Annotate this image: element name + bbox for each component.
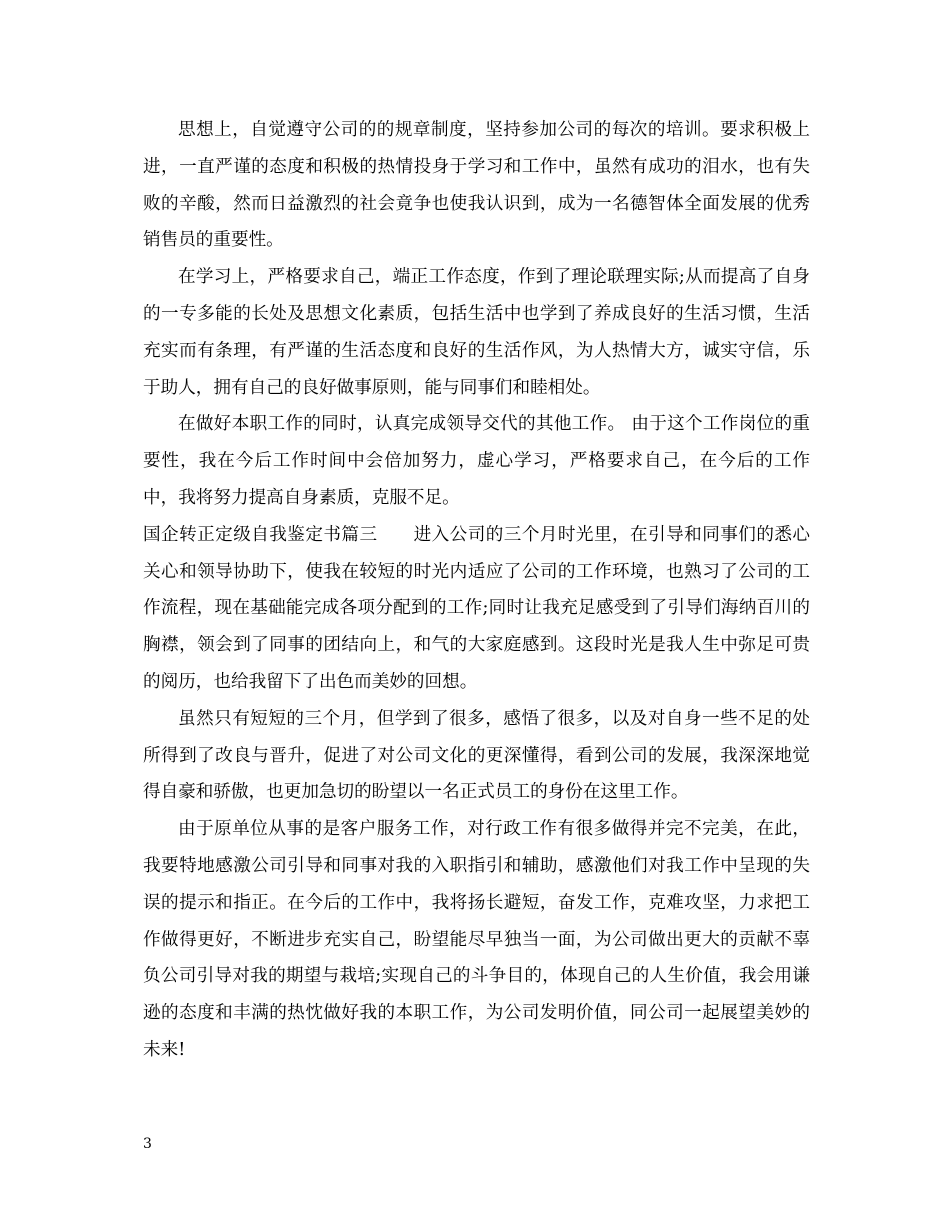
- paragraph-study: 在学习上，严格要求自己，端正工作态度，作到了理论联理实际;从而提高了自身的一专多能的长处及思想文化素质，包括生活中也学到了养成良好的生活习惯，生活充实而有条理，有严谨的生活态度和良好的生活作风，为人热情大方，诚实守信，乐于助人，拥有自己的良好做事原则，能与同事们和睦相处。: [143, 267, 810, 398]
- paragraph-ideology: 思想上，自觉遵守公司的的规章制度，坚持参加公司的每次的培训。要求积极上进，一直严谨的态度和积极的热情投身于学习和工作中，虽然有成功的泪水，也有失败的辛酸，然而日益激烈的社会竟争也使我认识到，成为一名德智体全面发展的优秀销售员的重要性。: [143, 120, 810, 251]
- paragraph-three-months: 虽然只有短短的三个月，但学到了很多，感悟了很多，以及对自身一些不足的处所得到了改良与晋升，促进了对公司文化的更深懂得，看到公司的发展，我深深地觉得自豪和骄傲，也更加急切的盼望以一名正式员工的身份在这里工作。: [143, 708, 810, 803]
- paragraph-gratitude: 由于原单位从事的是客户服务工作，对行政工作有很多做得并完不完美，在此，我要特地感激公司引导和同事对我的入职指引和辅助，感激他们对我工作中呈现的失误的提示和指正。在今后的工作中，我将扬长避短，奋发工作，克难攻坚，力求把工作做得更好，不断进步充实自己，盼望能尽早独当一面，为公司做出更大的贡献不辜负公司引导对我的期望与栽培;实现自己的斗争目的，体现自己的人生价值，我会用谦逊的态度和丰满的热忱做好我的本职工作，为公司发明价值，同公司一起展望美妙的未来!: [143, 819, 810, 1060]
- document-body: [143, 112, 810, 1069]
- paragraph-duties: 在做好本职工作的同时，认真完成领导交代的其他工作。 由于这个工作岗位的重要性，我在今后工作时间中会倍加努力，虚心学习，严格要求自己，在今后的工作中，我将努力提高自身素质，克服不足。: [143, 414, 810, 508]
- page-number: 3: [143, 1136, 152, 1152]
- paragraph-section-three: 国企转正定级自我鉴定书篇三 进入公司的三个月时光里，在引导和同事们的悉心关心和领导协助下，使我在较短的时光内适应了公司的工作环境，也熟习了公司的工作流程，现在基础能完成各项分配到的工作;同时让我充足感受到了引导们海纳百川的胸襟，领会到了同事的团结向上，和气的大家庭感到。这段时光是我人生中弥足可贵的阅历，也给我留下了出色而美妙的回想。: [143, 524, 810, 692]
